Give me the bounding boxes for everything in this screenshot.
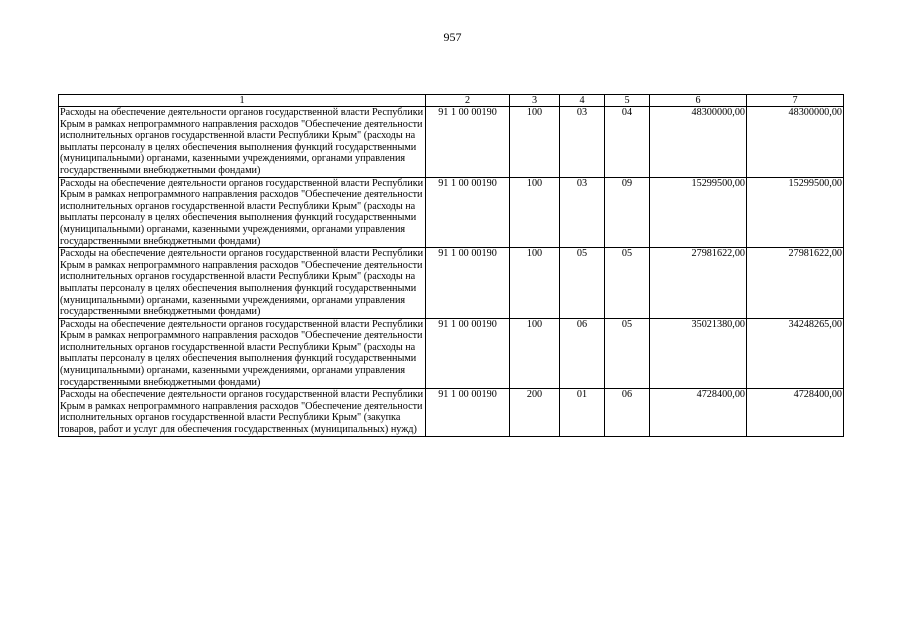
row-section: 05	[560, 248, 605, 319]
row-section: 03	[560, 107, 605, 178]
row-code: 91 1 00 00190	[426, 389, 510, 436]
header-cell-3: 3	[510, 95, 560, 107]
row-type: 100	[510, 318, 560, 389]
row-type: 100	[510, 107, 560, 178]
row-amount-1: 48300000,00	[650, 107, 747, 178]
header-row	[59, 95, 844, 107]
row-type: 100	[510, 177, 560, 248]
row-code: 91 1 00 00190	[426, 107, 510, 178]
row-amount-1: 15299500,00	[650, 177, 747, 248]
header-cell-7: 7	[747, 95, 844, 107]
table-row	[59, 318, 844, 389]
row-amount-1: 35021380,00	[650, 318, 747, 389]
row-description: Расходы на обеспечение деятельности органов государственной власти Республики Крым в рамках непрограммного направления расходов "Обеспечение деятельности исполнительных органов государственной власти Республики Крым" (расходы на выплаты персоналу в целях обеспечения выполнения функций государственными (муниципальными) органами, казенными учреждениями, органами управления государственными внебюджетными фондами)	[59, 107, 426, 178]
row-code: 91 1 00 00190	[426, 248, 510, 319]
row-subsection: 09	[605, 177, 650, 248]
row-subsection: 06	[605, 389, 650, 436]
row-type: 100	[510, 248, 560, 319]
budget-table	[58, 94, 844, 437]
row-code: 91 1 00 00190	[426, 177, 510, 248]
row-amount-1: 4728400,00	[650, 389, 747, 436]
row-amount-2: 48300000,00	[747, 107, 844, 178]
table-row	[59, 389, 844, 436]
row-section: 01	[560, 389, 605, 436]
row-section: 06	[560, 318, 605, 389]
table-row	[59, 107, 844, 178]
row-section: 03	[560, 177, 605, 248]
header-cell-4: 4	[560, 95, 605, 107]
header-cell-6: 6	[650, 95, 747, 107]
table-row	[59, 248, 844, 319]
row-description: Расходы на обеспечение деятельности органов государственной власти Республики Крым в рамках непрограммного направления расходов "Обеспечение деятельности исполнительных органов государственной власти Республики Крым" (расходы на выплаты персоналу в целях обеспечения выполнения функций государственными (муниципальными) органами, казенными учреждениями, органами управления государственными внебюджетными фондами)	[59, 248, 426, 319]
row-subsection: 05	[605, 248, 650, 319]
row-code: 91 1 00 00190	[426, 318, 510, 389]
header-cell-5: 5	[605, 95, 650, 107]
row-amount-2: 4728400,00	[747, 389, 844, 436]
header-cell-1: 1	[59, 95, 426, 107]
row-amount-2: 15299500,00	[747, 177, 844, 248]
row-amount-1: 27981622,00	[650, 248, 747, 319]
header-cell-2: 2	[426, 95, 510, 107]
row-description: Расходы на обеспечение деятельности органов государственной власти Республики Крым в рамках непрограммного направления расходов "Обеспечение деятельности исполнительных органов государственной власти Республики Крым" (закупка товаров, работ и услуг для обеспечения государственных (муниципальных) нужд)	[59, 389, 426, 436]
row-subsection: 05	[605, 318, 650, 389]
row-type: 200	[510, 389, 560, 436]
row-description: Расходы на обеспечение деятельности органов государственной власти Республики Крым в рамках непрограммного направления расходов "Обеспечение деятельности исполнительных органов государственной власти Республики Крым" (расходы на выплаты персоналу в целях обеспечения выполнения функций государственными (муниципальными) органами, казенными учреждениями, органами управления государственными внебюджетными фондами)	[59, 318, 426, 389]
row-subsection: 04	[605, 107, 650, 178]
row-description: Расходы на обеспечение деятельности органов государственной власти Республики Крым в рамках непрограммного направления расходов "Обеспечение деятельности исполнительных органов государственной власти Республики Крым" (расходы на выплаты персоналу в целях обеспечения выполнения функций государственными (муниципальными) органами, казенными учреждениями, органами управления государственными внебюджетными фондами)	[59, 177, 426, 248]
table-row	[59, 177, 844, 248]
row-amount-2: 27981622,00	[747, 248, 844, 319]
row-amount-2: 34248265,00	[747, 318, 844, 389]
page-number: 957	[443, 30, 462, 44]
